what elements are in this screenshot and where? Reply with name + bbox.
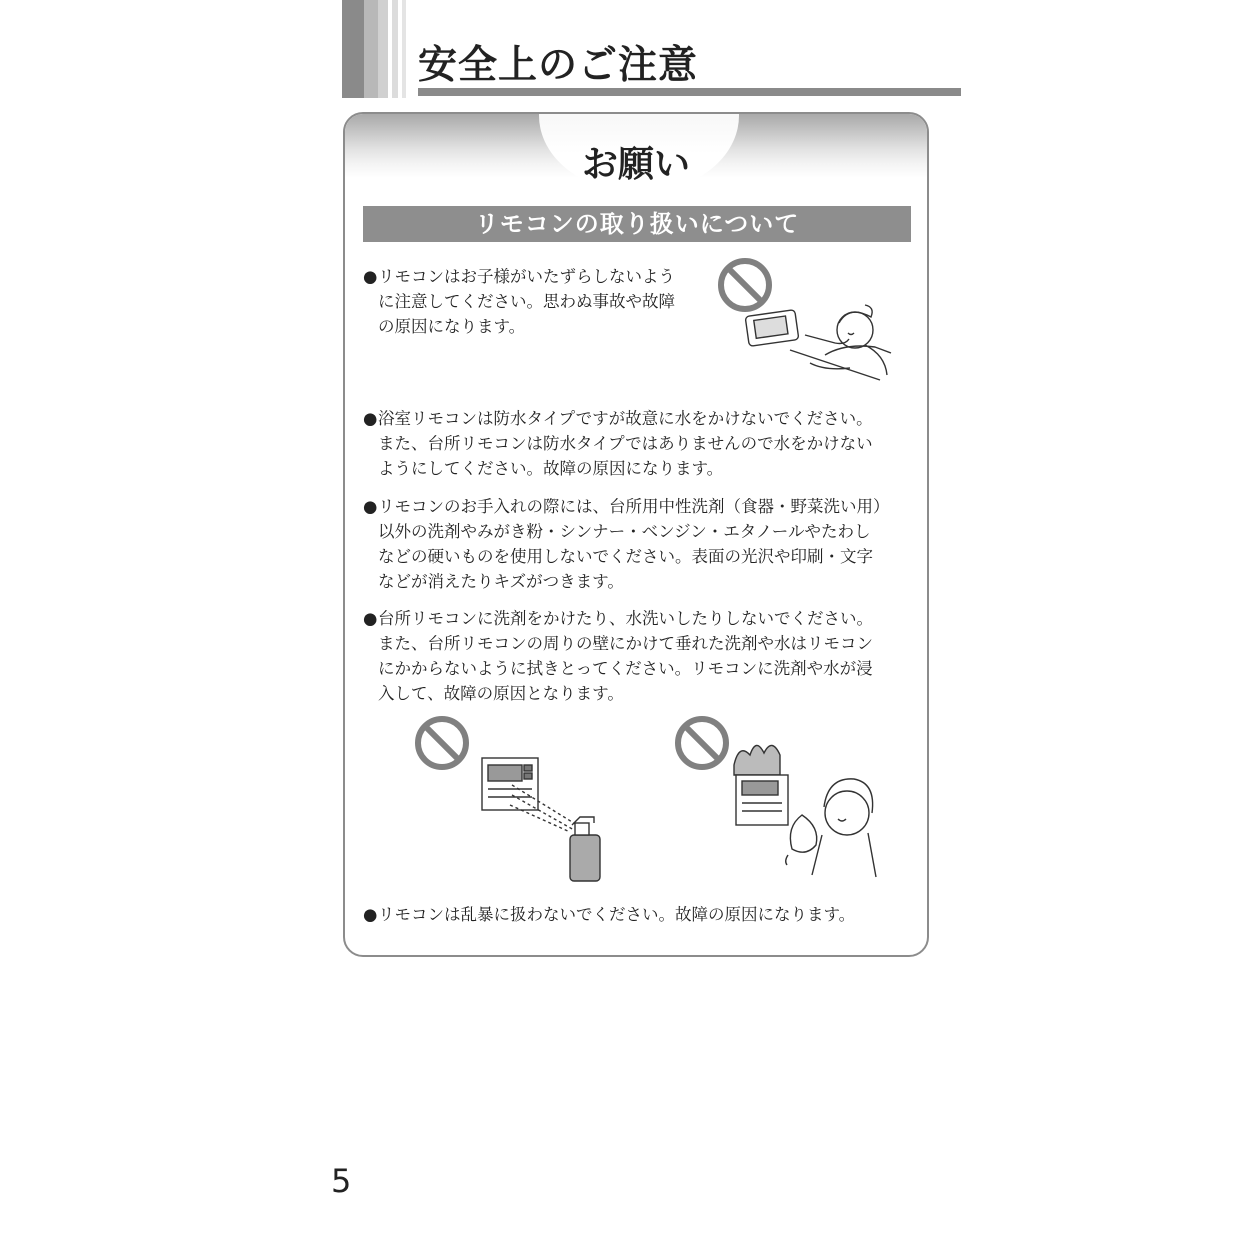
header-tabs-decoration — [342, 0, 408, 98]
prohibition-icon — [418, 719, 466, 767]
list-item — [363, 264, 713, 339]
prohibition-icon — [721, 261, 769, 309]
list-item — [363, 494, 923, 594]
spray-illustration — [412, 715, 612, 885]
bullet: ● — [363, 609, 378, 628]
item-text: リモコンのお手入れの際には、台所用中性洗剤（食器・野菜洗い用） 以外の洗剤やみがき粉・シンナー・ベンジン・エタノールやたわし などの硬いものを使用しないでください。表面の光沢や印刷・文字 などが消えたりキズがつきます。 — [378, 497, 890, 591]
bullet: ● — [363, 409, 378, 428]
page-number: 5 — [331, 1162, 352, 1200]
title-underline — [418, 88, 961, 96]
page-title: 安全上のご注意 — [418, 43, 699, 88]
child-remote-illustration — [715, 255, 900, 395]
prohibition-icon — [678, 719, 726, 767]
item-text: リモコンは乱暴に扱わないでください。故障の原因になります。 — [378, 905, 856, 924]
wiping-illustration — [672, 715, 887, 885]
bullet: ● — [363, 267, 378, 286]
list-item — [363, 406, 923, 481]
bullet: ● — [363, 905, 378, 924]
item-text: 浴室リモコンは防水タイプですが故意に水をかけないでください。 また、台所リモコンは防水タイプではありませんので水をかけない ようにしてください。故障の原因になります。 — [378, 409, 873, 478]
box-heading: お願い — [581, 144, 690, 185]
item-text: 台所リモコンに洗剤をかけたり、水洗いしたりしないでください。 また、台所リモコンの周りの壁にかけて垂れた洗剤や水はリモコン にかからないように拭きとってください。リモコンに洗剤や水が浸 入して、故障の原因となります。 — [378, 609, 873, 703]
section-title: リモコンの取り扱いについて — [363, 206, 911, 242]
bullet: ● — [363, 497, 378, 516]
list-item — [363, 606, 923, 706]
item-text: リモコンはお子様がいたずらしないよう に注意してください。思わぬ事故や故障 の原因になります。 — [378, 267, 675, 336]
list-item — [363, 902, 923, 927]
